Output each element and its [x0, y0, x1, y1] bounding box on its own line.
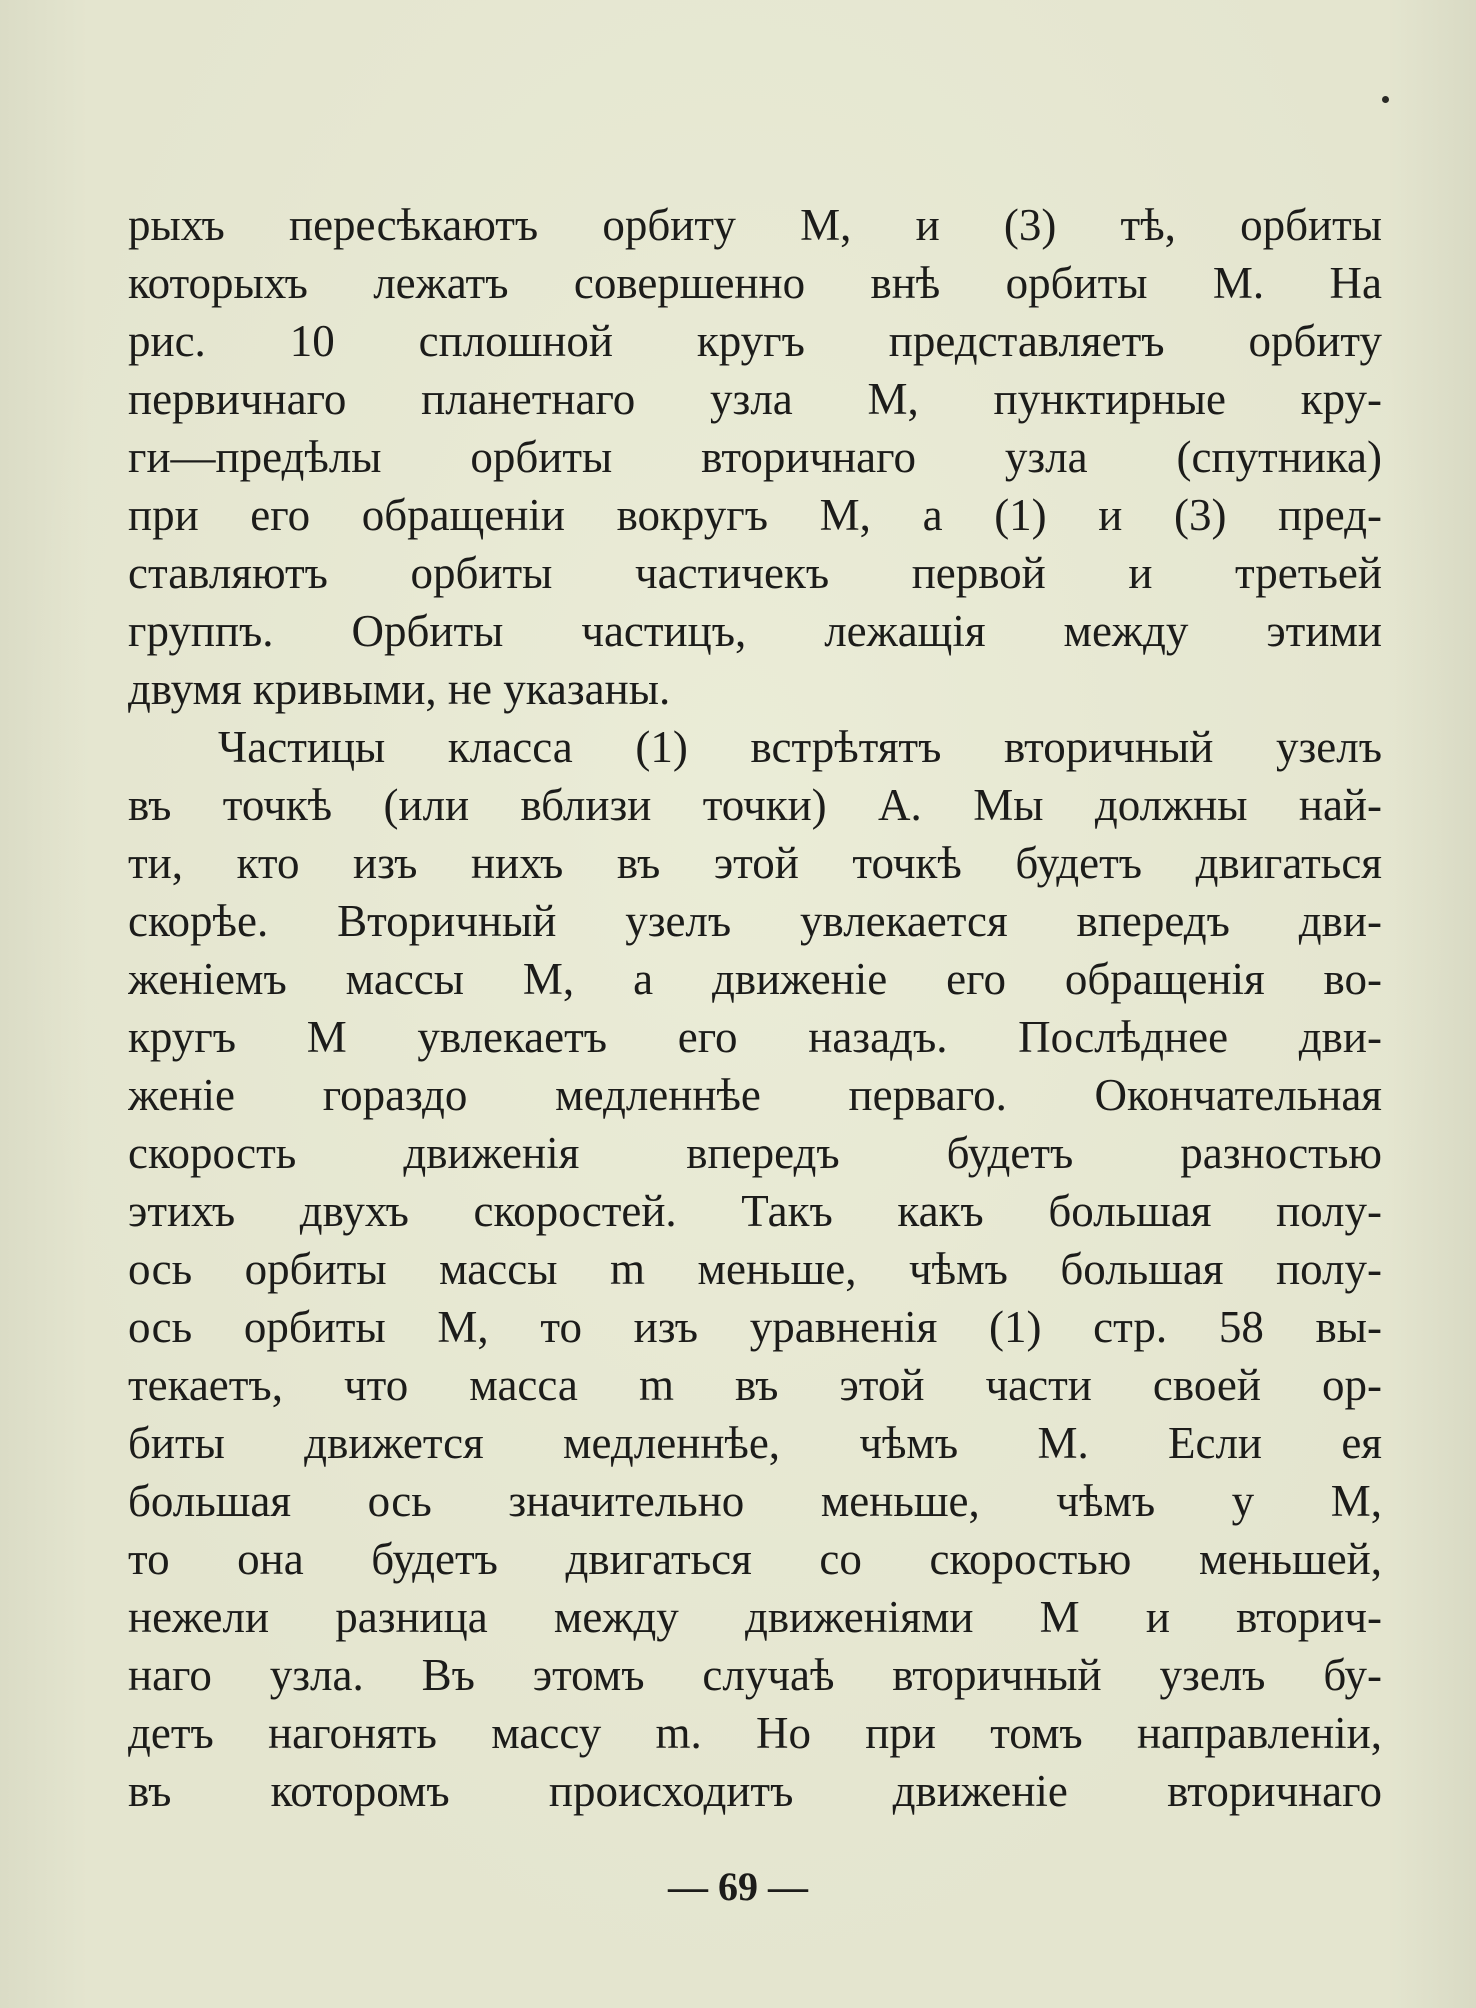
- text-line: кругъ М увлекаетъ его назадъ. Послѣднее дви-: [128, 1012, 1382, 1062]
- text-line: двумя кривыми, не указаны.: [128, 664, 671, 714]
- text-line: рыхъ пересѣкаютъ орбиту М, и (3) тѣ, орбиты: [128, 200, 1382, 250]
- text-line: ставляютъ орбиты частичекъ первой и третьей: [128, 548, 1382, 598]
- text-line: ти, кто изъ нихъ въ этой точкѣ будетъ двигаться: [128, 838, 1382, 888]
- paragraph: [128, 196, 1382, 718]
- text-line: ось орбиты М, то изъ уравненія (1) стр. 58 вы-: [128, 1302, 1382, 1352]
- text-line: группъ. Орбиты частицъ, лежащія между этими: [128, 606, 1382, 656]
- text-line: детъ нагонять массу m. Но при томъ направленіи,: [128, 1708, 1382, 1758]
- text-line: ось орбиты массы m меньше, чѣмъ большая полу-: [128, 1244, 1382, 1294]
- ink-speck: [1382, 96, 1389, 103]
- text-line: текаетъ, что масса m въ этой части своей ор-: [128, 1360, 1382, 1410]
- text-line: нежели разница между движеніями М и вторич-: [128, 1592, 1382, 1642]
- paragraph: [128, 718, 1382, 1820]
- text-line: женіе гораздо медленнѣе перваго. Окончательная: [128, 1070, 1382, 1120]
- text-line: первичнаго планетнаго узла М, пунктирные кру-: [128, 374, 1382, 424]
- text-line: скорость движенія впередъ будетъ разностью: [128, 1128, 1382, 1178]
- text-line: биты движется медленнѣе, чѣмъ М. Если ея: [128, 1418, 1382, 1468]
- page-number: — 69 —: [668, 1864, 808, 1909]
- text-line: наго узла. Въ этомъ случаѣ вторичный узелъ бу-: [128, 1650, 1382, 1700]
- text-line: этихъ двухъ скоростей. Такъ какъ большая полу-: [128, 1186, 1382, 1236]
- body-text: [128, 196, 1382, 1820]
- text-line: скорѣе. Вторичный узелъ увлекается впередъ дви-: [128, 896, 1382, 946]
- text-line: то она будетъ двигаться со скоростью меньшей,: [128, 1534, 1382, 1584]
- text-line: женіемъ массы М, а движеніе его обращенія во-: [128, 954, 1382, 1004]
- text-line: при его обращеніи вокругъ М, а (1) и (3) пред-: [128, 490, 1382, 540]
- text-line: въ точкѣ (или вблизи точки) А. Мы должны най-: [128, 780, 1382, 830]
- text-line: большая ось значительно меньше, чѣмъ у М,: [128, 1476, 1382, 1526]
- text-line: рис. 10 сплошной кругъ представляетъ орбиту: [128, 316, 1382, 366]
- text-line: которыхъ лежатъ совершенно внѣ орбиты М. На: [128, 258, 1382, 308]
- text-line: Частицы класса (1) встрѣтятъ вторичный узелъ: [218, 722, 1382, 772]
- text-line: ги—предѣлы орбиты вторичнаго узла (спутника): [128, 432, 1382, 482]
- text-line: въ которомъ происходитъ движеніе вторичнаго: [128, 1766, 1382, 1816]
